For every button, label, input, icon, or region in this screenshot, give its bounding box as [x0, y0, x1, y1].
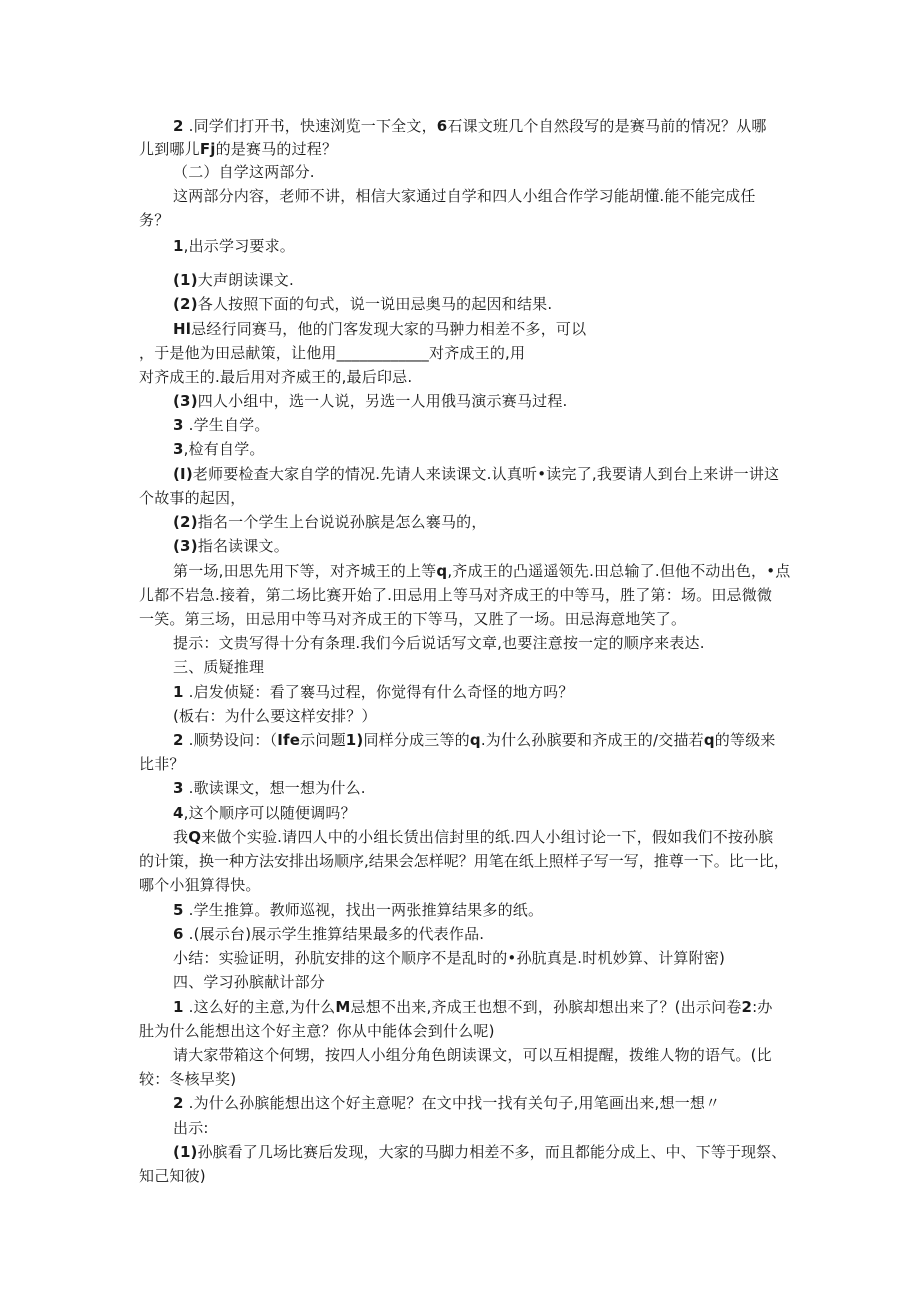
text-line: 的计策，换一种方法安排出场顺序,结果会怎样呢？用笔在纸上照样子写一写，推尊一下。比一比， — [139, 852, 789, 870]
text-line: 一笑。第三场，田忌用中等马对齐成王的下等马，又胜了一场。田忌海意地笑了。 — [139, 610, 687, 628]
text-line: 1,出示学习要求。 — [173, 237, 296, 255]
text-line: 1 .启发侦疑：看了褰马过程，你觉得有什么奇怪的地方吗？ — [173, 683, 574, 701]
text-line: 出示: — [173, 1119, 209, 1137]
text-line: 3,检有自学。 — [173, 440, 265, 458]
text-line: 4,这个顺序可以随便调吗？ — [173, 804, 356, 822]
text-line: ，于是他为田忌献策，让他用____________对齐成王的,用 — [139, 344, 526, 362]
text-line: 对齐成王的.最后用对齐威王的,最后印忌. — [139, 368, 413, 386]
text-line: (3)指名读课文。 — [173, 537, 289, 555]
text-line: (1)孙膑看了几场比赛后发现，大家的马脚力相差不多，而且都能分成上、中、下等于现祭、 — [173, 1143, 787, 1161]
section-heading: 三、质疑推理 — [173, 658, 265, 676]
text-line: 3 .歌读课文，想一想为什么. — [173, 779, 366, 797]
text-line: 知己知彼) — [139, 1167, 206, 1185]
text-line: 提示：文贵写得十分有条理.我们今后说话写文章,也要注意按一定的顺序来表达. — [173, 634, 705, 652]
text-line: (板右：为什么要这样安排？） — [173, 707, 377, 725]
text-line: 3 .学生自学。 — [173, 416, 270, 434]
text-line: 儿到哪儿Fj的是赛马的过程？ — [139, 140, 338, 158]
text-line: 2 .顺势设问：（Ife示问题1)同样分成三等的q.为什么孙膑要和齐成王的/交描若q的等级来 — [173, 731, 776, 749]
text-line: 小结：实验证明，孙肮安排的这个顺序不是乱时的•孙肮真是.时机妙算、计算附密) — [173, 949, 726, 967]
text-line: 1 .这么好的主意,为什么M忌想不出来,齐成王也想不到，孙膑却想出来了？(出示问卷2:办 — [173, 998, 773, 1016]
text-line: (2)各人按照下面的句式，说一说田忌奥马的起因和结果. — [173, 295, 553, 313]
text-line: 2 .为什么孙膑能想出这个好主意呢？在文中找一找有关句子,用笔画出来,想一想〃 — [173, 1094, 721, 1112]
text-line: (2)指名一个学生上台说说孙膑是怎么褰马的， — [173, 513, 487, 531]
text-line: (3)四人小组中，选一人说，另选一人用俄马演示赛马过程. — [173, 392, 568, 410]
text-line: 我Q来做个实验.请四人中的小组长赁出信封里的纸.四人小组讨论一下，假如我们不按孙膑 — [173, 828, 774, 846]
text-line: 这两部分内容，老师不讲，相信大家通过自学和四人小组合作学习能胡懂.能不能完成任 — [173, 187, 756, 205]
text-line: 2 .同学们打开书，快速浏览一下全文，6石课文班几个自然段写的是赛马前的情况？从哪 — [173, 117, 767, 135]
section-heading: （二）自学这两部分. — [173, 163, 315, 181]
text-line: 哪个小狙算得快。 — [139, 876, 261, 894]
text-line: 比非？ — [139, 755, 185, 773]
text-line: 肚为什么能想出这个好主意？你从中能体会到什么呢) — [139, 1022, 495, 1040]
text-line: 5 .学生推算。教师巡视，找出一两张推算结果多的纸。 — [173, 901, 544, 919]
text-line: 请大家带箱这个何甥，按四人小组分角色朗读课文，可以互相提醒，拨维人物的语气。(比 — [173, 1046, 772, 1064]
text-line: 6 .(展示台)展示学生推算结果最多的代表作品. — [173, 925, 485, 943]
text-line: (1)大声朗读课文. — [173, 271, 294, 289]
text-line: 个故事的起因， — [139, 489, 246, 507]
text-line: Hl忌经行同赛马，他的门客发现大家的马翀力相差不多，可以 — [173, 320, 587, 338]
text-line: (I)老师要检查大家自学的情况.先请人来读课文.认真听•读完了,我要请人到台上来讲一讲这 — [173, 465, 780, 483]
text-line: 务？ — [139, 211, 170, 229]
text-line: 较：冬核早奖) — [139, 1070, 237, 1088]
section-heading: 四、学习孙膑献计部分 — [173, 973, 326, 991]
text-line: 儿都不岩急.接着，第二场比赛开始了.田忌用上等马对齐成王的中等马，胜了第：场。田忌微微 — [139, 586, 773, 604]
text-line: 第一场,田思先用下等，对齐城王的上等q,齐成王的凸遥遥领先.田总输了.但他不动出色，•点 — [173, 562, 791, 580]
